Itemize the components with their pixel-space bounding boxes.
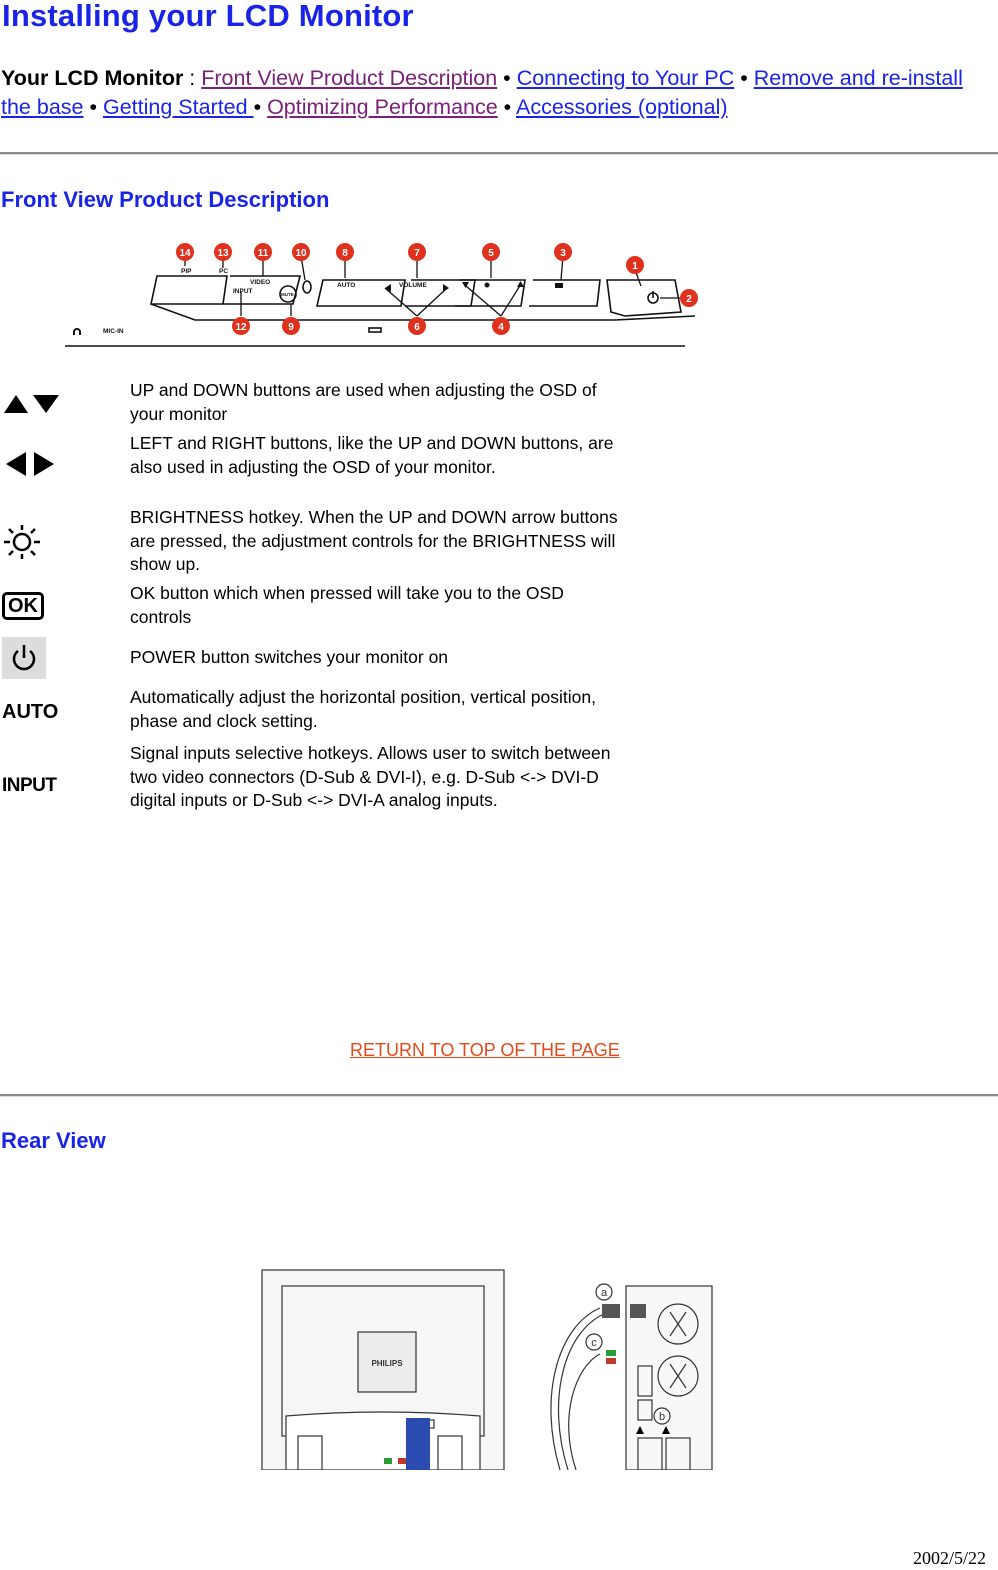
- nav-link-getting-started[interactable]: Getting Started: [102, 95, 254, 119]
- callout-6: 6: [414, 322, 420, 333]
- callout-11: 11: [257, 248, 269, 259]
- return-to-top-link[interactable]: RETURN TO TOP OF THE PAGE: [350, 1040, 620, 1060]
- section-nav: Your LCD Monitor : Front View Product Description • Connecting to Your PC • Remove and re-install the base • Getting Started • Optimizing Performance • Accessories (optional): [1, 66, 963, 119]
- description-row: UP and DOWN buttons are used when adjusting the OSD of your monitor: [0, 376, 640, 428]
- front-panel-diagram: [55, 232, 705, 352]
- rear-view-heading: Rear View: [1, 1128, 106, 1153]
- callout-10: 10: [295, 248, 307, 259]
- description-row: POWER button switches your monitor on: [0, 634, 640, 682]
- diagram-label-a: a: [600, 1287, 608, 1299]
- diagram-label-volume: VOLUME: [399, 282, 427, 289]
- callout-2: 2: [686, 294, 692, 305]
- callout-7: 7: [414, 248, 420, 259]
- diagram-label-philips: PHILIPS: [371, 1359, 403, 1368]
- up-down-arrows-icon: [2, 384, 72, 424]
- diagram-label-c: c: [591, 1337, 597, 1349]
- left-right-arrows-icon: [2, 444, 72, 484]
- diagram-label-b: b: [658, 1411, 666, 1423]
- diagram-label-pc: PC: [219, 268, 229, 275]
- callout-14: 14: [179, 248, 191, 259]
- diagram-label-mute: MUTE: [281, 292, 294, 297]
- input-icon: INPUT: [2, 775, 57, 796]
- callout-4: 4: [498, 322, 504, 333]
- nav-lead: Your LCD Monitor: [1, 66, 184, 90]
- description-row: INPUT Signal inputs selective hotkeys. Allows user to switch between two video connectors (D-Sub & DVI-I), e.g. D-Sub <-> DVI-D digital inputs or D-Sub <-> DVI-A analog inputs.: [2, 743, 611, 810]
- page-date: 2002/5/22: [912, 1548, 986, 1568]
- diagram-label-input: INPUT: [233, 288, 253, 295]
- nav-link-remove-base[interactable]: Remove and re-install the base: [1, 66, 963, 119]
- divider: [0, 1094, 998, 1097]
- callout-12: 12: [235, 322, 247, 333]
- callout-3: 3: [560, 248, 566, 259]
- callout-1: 1: [632, 261, 638, 272]
- auto-icon: AUTO: [2, 700, 59, 723]
- ok-icon: OK: [2, 586, 72, 626]
- description-row: OK OK button which when pressed will take you to the OSD controls: [0, 582, 640, 632]
- front-view-heading: Front View Product Description: [1, 187, 330, 212]
- nav-link-front-view[interactable]: Front View Product Description: [201, 66, 498, 90]
- divider: [0, 152, 998, 155]
- callout-8: 8: [342, 248, 348, 259]
- diagram-label-mic-in: MIC-IN: [103, 328, 124, 335]
- power-icon: [2, 636, 72, 680]
- callout-13: 13: [217, 248, 229, 259]
- nav-link-optimizing[interactable]: Optimizing Performance: [267, 95, 498, 119]
- diagram-label-auto: AUTO: [337, 282, 356, 289]
- description-row: LEFT and RIGHT buttons, like the UP and DOWN buttons, are also used in adjusting the OSD of your monitor.: [0, 432, 640, 504]
- callout-5: 5: [488, 248, 494, 259]
- rear-view-diagram: [258, 1266, 718, 1470]
- diagram-label-video: VIDEO: [250, 279, 271, 286]
- nav-link-accessories[interactable]: Accessories (optional): [516, 95, 728, 119]
- description-row: AUTO Automatically adjust the horizontal position, vertical position, phase and clock setting.: [2, 687, 596, 731]
- description-row: BRIGHTNESS hotkey. When the UP and DOWN arrow buttons are pressed, the adjustment controls for the BRIGHTNESS will show up.: [0, 506, 640, 578]
- nav-link-connecting[interactable]: Connecting to Your PC: [516, 66, 735, 90]
- brightness-icon: [2, 520, 72, 564]
- callout-9: 9: [288, 322, 294, 333]
- page-title: Installing your LCD Monitor: [2, 0, 414, 33]
- diagram-label-pip: PIP: [181, 268, 192, 275]
